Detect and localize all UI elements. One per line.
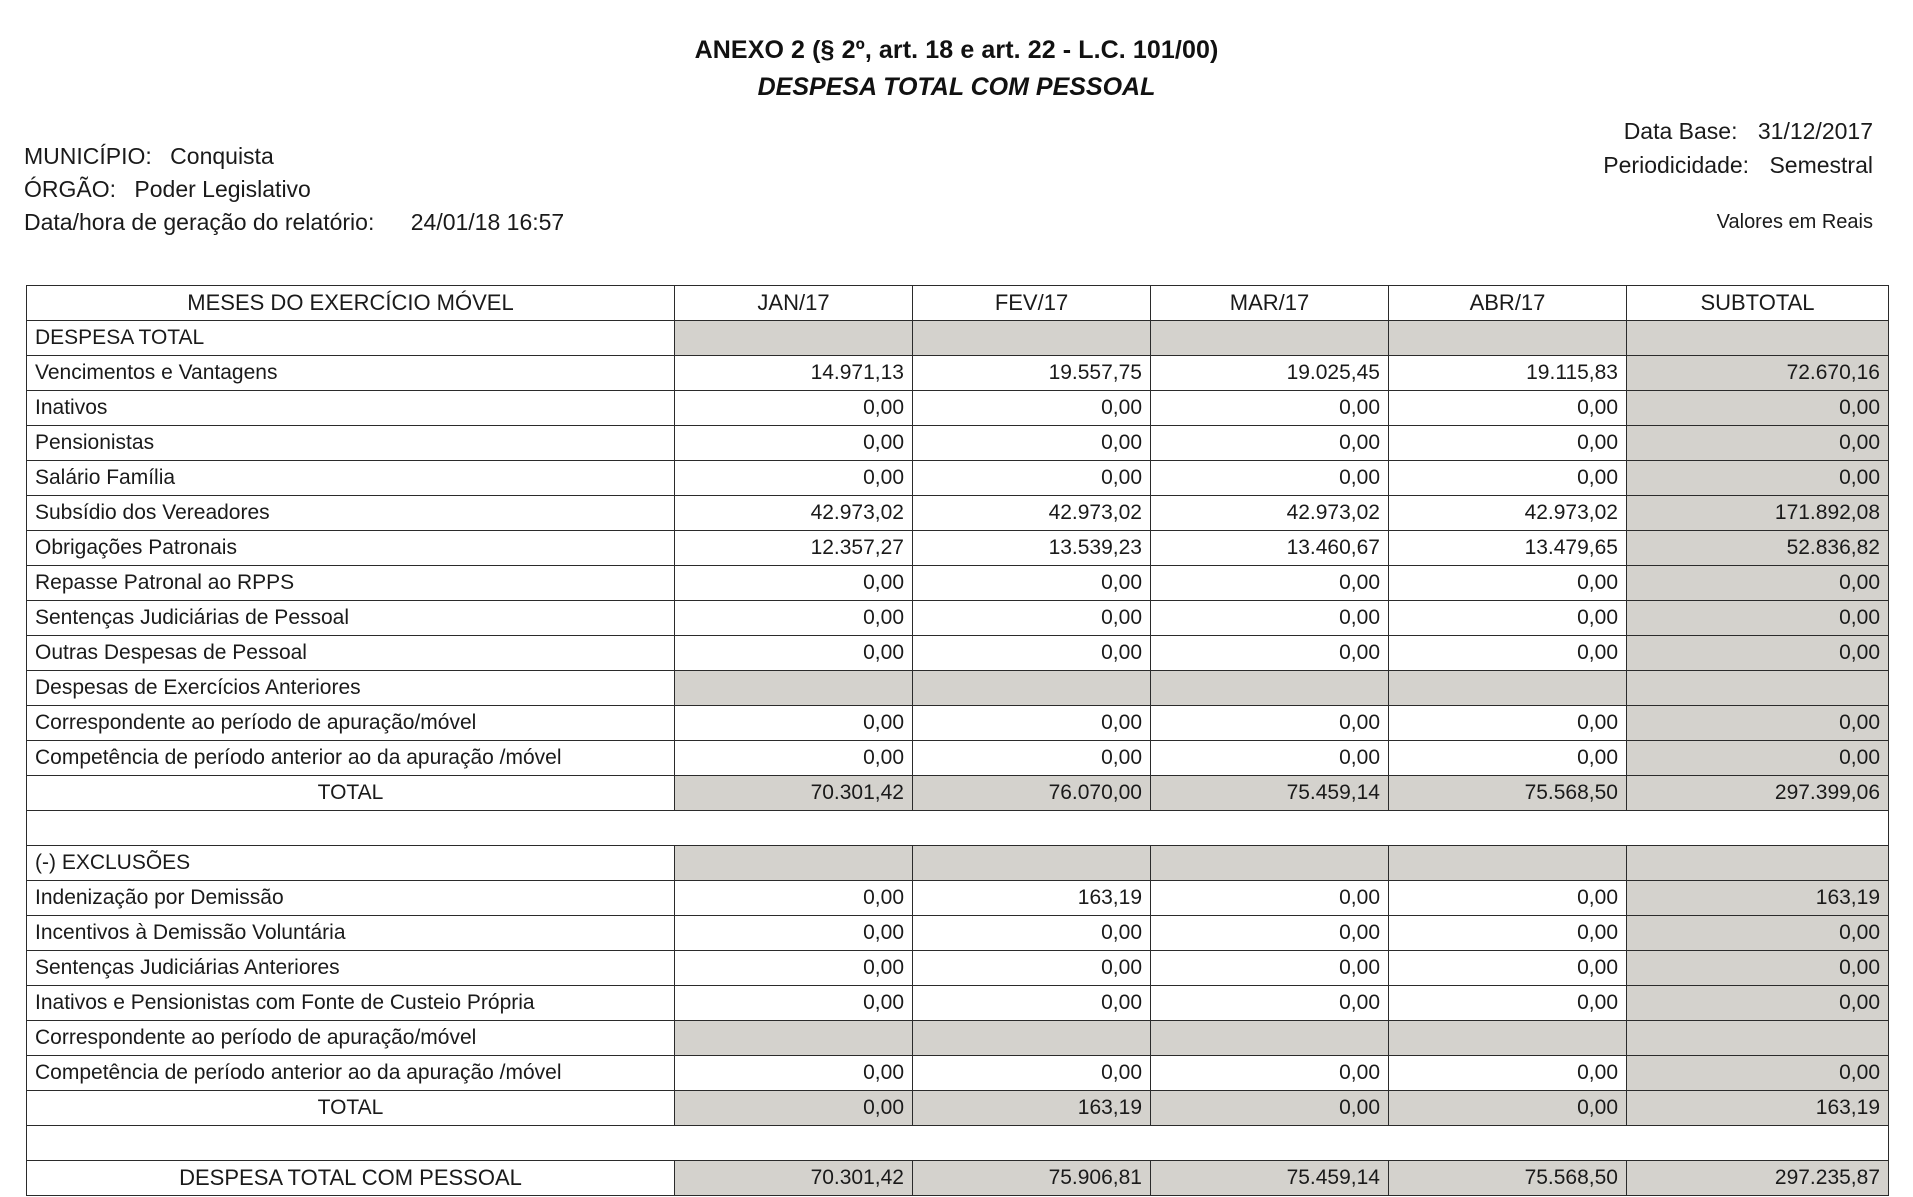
table-row (27, 496, 1889, 531)
row-value-subtotal: 72.670,16 (1627, 356, 1889, 391)
section-blank-cell (1151, 321, 1389, 356)
row-value-jan: 0,00 (675, 986, 913, 1021)
row-value-jan: 0,00 (675, 601, 913, 636)
grand-total-jan: 70.301,42 (675, 1161, 913, 1196)
row-blank-cell (1151, 671, 1389, 706)
total-value-subtotal: 163,19 (1627, 1091, 1889, 1126)
row-blank-cell (913, 671, 1151, 706)
geracao-label: Data/hora de geração do relatório: (24, 209, 375, 235)
section-blank-cell (1389, 846, 1627, 881)
table-row (27, 1056, 1889, 1091)
orgao-value: Poder Legislativo (134, 176, 311, 202)
despesa-pessoal-table (26, 285, 1889, 1196)
grand-total-abr: 75.568,50 (1389, 1161, 1627, 1196)
row-value-fev: 0,00 (913, 601, 1151, 636)
orgao-label: ÓRGÃO: (24, 176, 117, 202)
row-label: Inativos e Pensionistas com Fonte de Custeio Própria (27, 986, 675, 1021)
row-value-abr: 0,00 (1389, 916, 1627, 951)
row-value-subtotal: 163,19 (1627, 881, 1889, 916)
row-value-jan: 12.357,27 (675, 531, 913, 566)
spacer-cell (27, 811, 1889, 846)
col-header-jan: JAN/17 (675, 286, 913, 321)
col-header-fev: FEV/17 (913, 286, 1151, 321)
section-blank-cell (1627, 846, 1889, 881)
row-value-mar: 13.460,67 (1151, 531, 1389, 566)
table-row (27, 916, 1889, 951)
row-value-mar: 0,00 (1151, 636, 1389, 671)
total-value-jan: 70.301,42 (675, 776, 913, 811)
row-label: Correspondente ao período de apuração/móvel (27, 706, 675, 741)
row-value-abr: 0,00 (1389, 986, 1627, 1021)
grand-total-subtotal: 297.235,87 (1627, 1161, 1889, 1196)
row-value-subtotal: 52.836,82 (1627, 531, 1889, 566)
data-base-label: Data Base: (1623, 118, 1738, 144)
section-blank-cell (1389, 321, 1627, 356)
row-blank-cell (675, 1021, 913, 1056)
row-label: Correspondente ao período de apuração/móvel (27, 1021, 675, 1056)
row-value-abr: 0,00 (1389, 391, 1627, 426)
row-value-mar: 0,00 (1151, 426, 1389, 461)
row-value-fev: 0,00 (913, 566, 1151, 601)
table-row (27, 391, 1889, 426)
row-value-fev: 0,00 (913, 986, 1151, 1021)
row-value-subtotal: 0,00 (1627, 566, 1889, 601)
row-blank-cell (1627, 671, 1889, 706)
row-value-jan: 0,00 (675, 881, 913, 916)
valores-note: Valores em Reais (1716, 211, 1873, 233)
row-value-fev: 0,00 (913, 391, 1151, 426)
total-label: TOTAL (27, 1091, 675, 1126)
row-label: Subsídio dos Vereadores (27, 496, 675, 531)
total-value-subtotal: 297.399,06 (1627, 776, 1889, 811)
row-value-abr: 19.115,83 (1389, 356, 1627, 391)
col-header-abr: ABR/17 (1389, 286, 1627, 321)
row-value-jan: 0,00 (675, 391, 913, 426)
grand-total-mar: 75.459,14 (1151, 1161, 1389, 1196)
row-value-mar: 0,00 (1151, 601, 1389, 636)
total-value-jan: 0,00 (675, 1091, 913, 1126)
row-value-subtotal: 171.892,08 (1627, 496, 1889, 531)
row-label: Sentenças Judiciárias de Pessoal (27, 601, 675, 636)
total-value-mar: 0,00 (1151, 1091, 1389, 1126)
col-header-subtotal: SUBTOTAL (1627, 286, 1889, 321)
table-row (27, 636, 1889, 671)
section-blank-cell (1151, 846, 1389, 881)
table-row (27, 986, 1889, 1021)
total-value-fev: 163,19 (913, 1091, 1151, 1126)
row-value-abr: 0,00 (1389, 601, 1627, 636)
row-value-subtotal: 0,00 (1627, 636, 1889, 671)
row-value-mar: 0,00 (1151, 706, 1389, 741)
row-label: Inativos (27, 391, 675, 426)
row-label: Outras Despesas de Pessoal (27, 636, 675, 671)
periodicidade-label: Periodicidade: (1603, 152, 1750, 178)
table-row (27, 741, 1889, 776)
table-row (27, 951, 1889, 986)
row-blank-cell (1627, 1021, 1889, 1056)
meta-right-block (1603, 114, 1873, 182)
row-value-mar: 0,00 (1151, 916, 1389, 951)
grand-total-row (27, 1161, 1889, 1196)
data-base-row (1603, 114, 1873, 148)
row-value-mar: 0,00 (1151, 986, 1389, 1021)
row-label: Salário Família (27, 461, 675, 496)
row-value-abr: 0,00 (1389, 951, 1627, 986)
row-value-jan: 0,00 (675, 636, 913, 671)
table-row (27, 426, 1889, 461)
row-label: Indenização por Demissão (27, 881, 675, 916)
total-value-fev: 76.070,00 (913, 776, 1151, 811)
grand-total-label: DESPESA TOTAL COM PESSOAL (27, 1161, 675, 1196)
table-spacer (27, 1126, 1889, 1161)
row-value-abr: 0,00 (1389, 741, 1627, 776)
row-blank-cell (913, 1021, 1151, 1056)
section-title: (-) EXCLUSÕES (27, 846, 675, 881)
table-row (27, 531, 1889, 566)
row-value-abr: 0,00 (1389, 706, 1627, 741)
row-value-jan: 0,00 (675, 461, 913, 496)
grand-total-fev: 75.906,81 (913, 1161, 1151, 1196)
geracao-row (24, 206, 564, 239)
row-value-fev: 0,00 (913, 951, 1151, 986)
row-value-jan: 0,00 (675, 566, 913, 601)
row-value-subtotal: 0,00 (1627, 741, 1889, 776)
row-value-jan: 0,00 (675, 741, 913, 776)
row-blank-cell (1151, 1021, 1389, 1056)
row-label: Competência de período anterior ao da apuração /móvel (27, 1056, 675, 1091)
section-blank-cell (675, 321, 913, 356)
page-title: ANEXO 2 (§ 2º, art. 18 e art. 22 - L.C. 101/00) (694, 36, 1219, 64)
row-value-fev: 13.539,23 (913, 531, 1151, 566)
table-row (27, 881, 1889, 916)
row-label: Incentivos à Demissão Voluntária (27, 916, 675, 951)
row-value-mar: 0,00 (1151, 566, 1389, 601)
row-value-subtotal: 0,00 (1627, 601, 1889, 636)
row-label: Sentenças Judiciárias Anteriores (27, 951, 675, 986)
row-blank-cell (1389, 671, 1627, 706)
report-meta (0, 118, 1913, 240)
row-value-fev: 0,00 (913, 636, 1151, 671)
page-subtitle: DESPESA TOTAL COM PESSOAL (757, 73, 1156, 101)
row-value-abr: 0,00 (1389, 881, 1627, 916)
row-value-subtotal: 0,00 (1627, 951, 1889, 986)
row-value-mar: 42.973,02 (1151, 496, 1389, 531)
table-row (27, 706, 1889, 741)
row-label: Repasse Patronal ao RPPS (27, 566, 675, 601)
section-total-row (27, 1091, 1889, 1126)
municipio-label: MUNICÍPIO: (24, 143, 152, 169)
row-value-mar: 0,00 (1151, 461, 1389, 496)
section-total-row (27, 776, 1889, 811)
row-value-mar: 0,00 (1151, 951, 1389, 986)
row-value-mar: 19.025,45 (1151, 356, 1389, 391)
row-value-subtotal: 0,00 (1627, 391, 1889, 426)
total-value-mar: 75.459,14 (1151, 776, 1389, 811)
periodicidade-row (1603, 148, 1873, 182)
geracao-value: 24/01/18 16:57 (410, 209, 565, 235)
row-value-mar: 0,00 (1151, 741, 1389, 776)
row-value-subtotal: 0,00 (1627, 916, 1889, 951)
municipio-value: Conquista (170, 143, 274, 169)
section-blank-cell (1627, 321, 1889, 356)
row-value-abr: 42.973,02 (1389, 496, 1627, 531)
row-value-mar: 0,00 (1151, 1056, 1389, 1091)
row-blank-cell (675, 671, 913, 706)
section-blank-cell (913, 321, 1151, 356)
section-blank-cell (913, 846, 1151, 881)
row-value-jan: 0,00 (675, 426, 913, 461)
section-title: DESPESA TOTAL (27, 321, 675, 356)
row-value-subtotal: 0,00 (1627, 1056, 1889, 1091)
row-value-fev: 19.557,75 (913, 356, 1151, 391)
report-table-wrap (26, 285, 1888, 1196)
row-value-jan: 42.973,02 (675, 496, 913, 531)
row-value-abr: 0,00 (1389, 566, 1627, 601)
row-value-subtotal: 0,00 (1627, 706, 1889, 741)
table-row (27, 356, 1889, 391)
report-title-block (0, 0, 1913, 102)
periodicidade-value: Semestral (1769, 152, 1873, 178)
row-value-abr: 0,00 (1389, 461, 1627, 496)
row-label: Obrigações Patronais (27, 531, 675, 566)
row-value-subtotal: 0,00 (1627, 461, 1889, 496)
section-header-row (27, 846, 1889, 881)
data-base-value: 31/12/2017 (1757, 118, 1873, 144)
row-value-subtotal: 0,00 (1627, 426, 1889, 461)
table-row (27, 461, 1889, 496)
spacer-cell (27, 1126, 1889, 1161)
table-row-group-header (27, 671, 1889, 706)
orgao-row (24, 173, 564, 206)
row-value-jan: 0,00 (675, 951, 913, 986)
row-value-fev: 0,00 (913, 916, 1151, 951)
table-row (27, 566, 1889, 601)
row-label: Despesas de Exercícios Anteriores (27, 671, 675, 706)
row-value-fev: 0,00 (913, 461, 1151, 496)
table-row (27, 601, 1889, 636)
row-value-abr: 0,00 (1389, 426, 1627, 461)
section-header-row (27, 321, 1889, 356)
row-blank-cell (1389, 1021, 1627, 1056)
row-value-jan: 0,00 (675, 916, 913, 951)
row-value-mar: 0,00 (1151, 391, 1389, 426)
row-value-jan: 14.971,13 (675, 356, 913, 391)
row-value-fev: 0,00 (913, 741, 1151, 776)
col-header-mar: MAR/17 (1151, 286, 1389, 321)
row-label: Pensionistas (27, 426, 675, 461)
row-value-fev: 0,00 (913, 426, 1151, 461)
row-value-abr: 0,00 (1389, 636, 1627, 671)
row-value-fev: 42.973,02 (913, 496, 1151, 531)
table-header-row (27, 286, 1889, 321)
municipio-row (24, 140, 564, 173)
section-blank-cell (675, 846, 913, 881)
row-label: Vencimentos e Vantagens (27, 356, 675, 391)
row-label: Competência de período anterior ao da apuração /móvel (27, 741, 675, 776)
meta-left-block (24, 140, 564, 239)
row-value-subtotal: 0,00 (1627, 986, 1889, 1021)
total-label: TOTAL (27, 776, 675, 811)
row-value-abr: 0,00 (1389, 1056, 1627, 1091)
row-value-jan: 0,00 (675, 1056, 913, 1091)
table-row-group-header (27, 1021, 1889, 1056)
total-value-abr: 75.568,50 (1389, 776, 1627, 811)
row-value-fev: 163,19 (913, 881, 1151, 916)
total-value-abr: 0,00 (1389, 1091, 1627, 1126)
row-value-abr: 13.479,65 (1389, 531, 1627, 566)
col-header-label: MESES DO EXERCÍCIO MÓVEL (27, 286, 675, 321)
row-value-fev: 0,00 (913, 1056, 1151, 1091)
row-value-fev: 0,00 (913, 706, 1151, 741)
row-value-jan: 0,00 (675, 706, 913, 741)
table-spacer (27, 811, 1889, 846)
row-value-mar: 0,00 (1151, 881, 1389, 916)
